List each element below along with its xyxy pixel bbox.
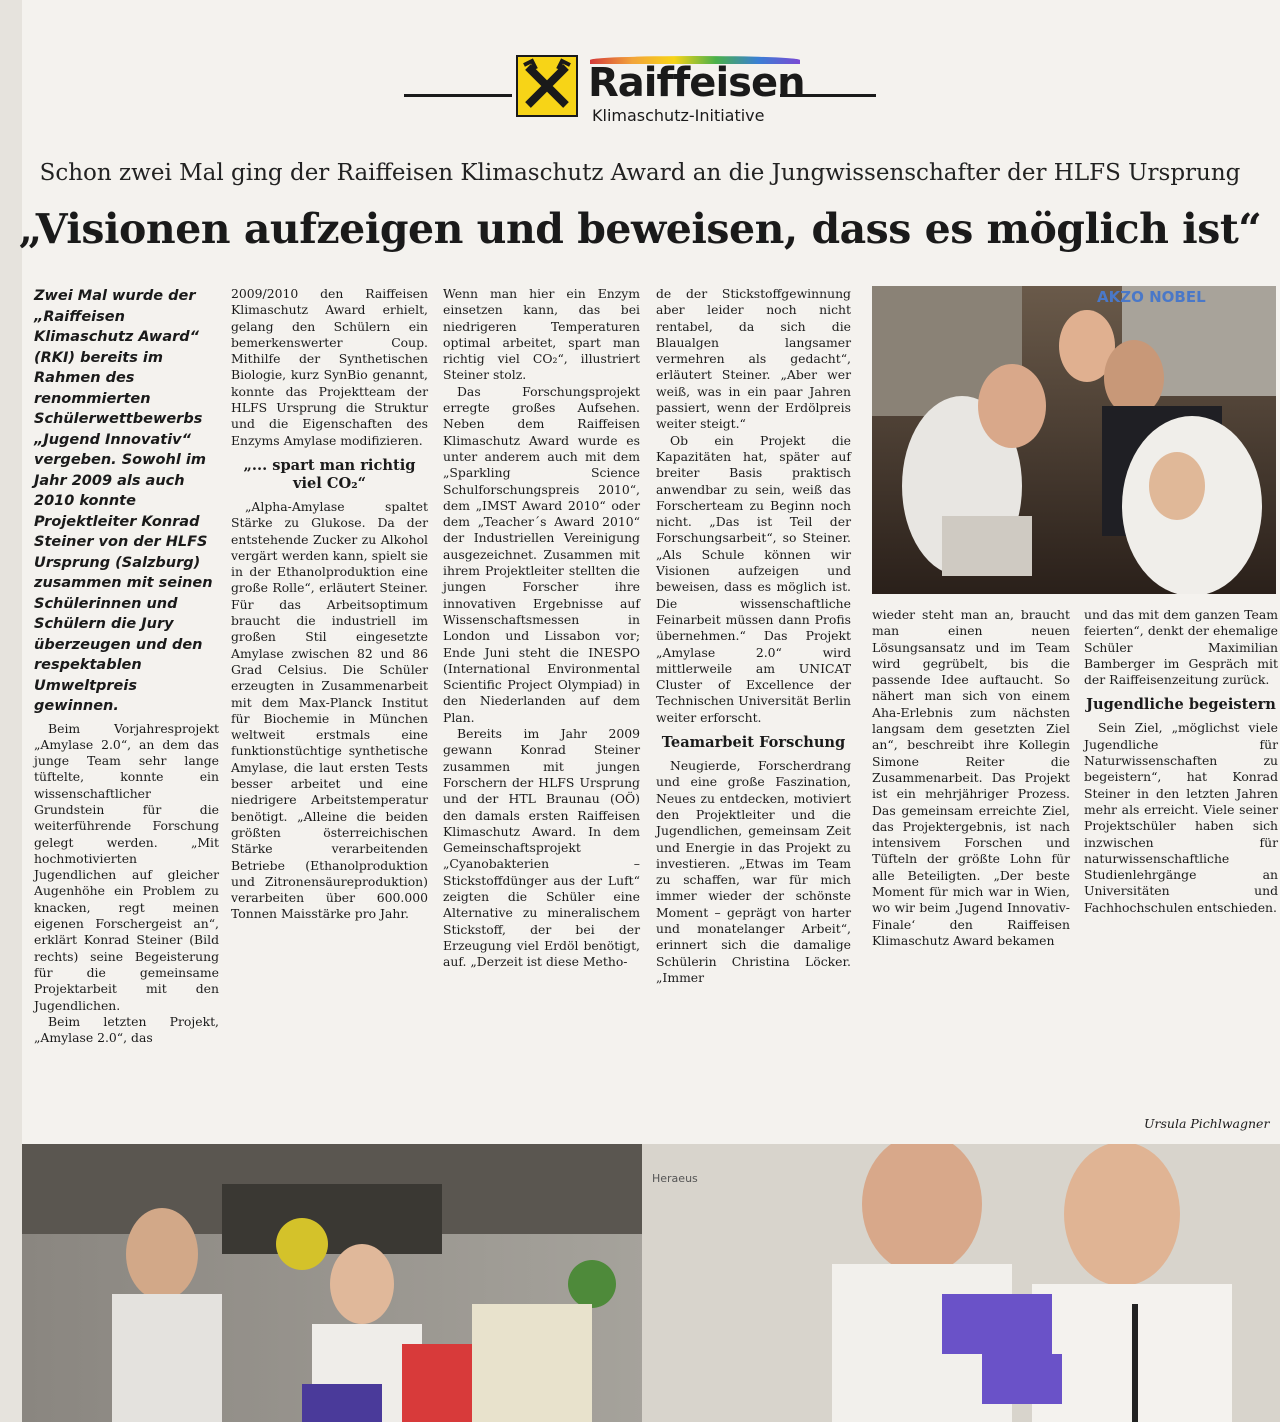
brand-subtitle: Klimaschutz-Initiative [592,106,765,125]
brand-name: Raiffeisen [588,60,805,106]
column-5 [872,607,1070,949]
akzo-nobel-sign: AKZO NOBEL [1097,288,1206,306]
paragraph: Beim Vorjahresprojekt „Amylase 2.0“, an dem das junge Team sehr lange tüftelte, konnte ein wissenschaftlicher Grundstein für die weiterführende Forschung gelegt werden. „Mit hochmotivierten Jugendlichen auf gleicher Augenhöhe ein Problem zu knacken, regt meinen eigenen Forschergeist an“, erklärt Konrad Steiner (Bild rechts) seine Begeisterung für die gemeinsame Projektarbeit mit den Jugendlichen. [34,720,219,1013]
photo-lab-team [872,286,1276,594]
header-rule-left [404,94,512,97]
subheading: „... spart man richtig viel CO₂“ [243,456,416,492]
paragraph: wieder steht man an, braucht man einen neuen Lösungsansatz und im Team wird gegrübelt, bis die passende Idee auftaucht. So nähert man sich von einem Aha-Erlebnis zum nächsten langsam dem gesetzten Ziel an“, beschreibt ihre Kollegin Simone Reiter die Zusammenarbeit. Das Projekt ist ein mehrjähriger Prozess. Das gemeinsam erreichte Ziel, das Projektergebnis, ist nach intensivem Forschen und Tüfteln der größte Lohn für alle Beteiligten. „Der beste Moment für mich war in Wien, wo wir beim ‚Jugend Innovativ-Finale‘ den Raiffeisen Klimaschutz Award bekamen [872,607,1070,948]
column-3 [443,286,640,970]
paragraph: Bereits im Jahr 2009 gewann Konrad Steiner zusammen mit jungen Forschern der HLFS Ursprung und der HTL Braunau (OÖ) den damals ersten Raiffeisen Klimaschutz Award. In dem Gemeinschaftsprojekt „Cyanobakterien – Stickstoffdünger aus der Luft“ zeigten die Schüler eine Alternative zu mineralischem Stickstoff, der bei der Erzeugung viel Erdöl benötigt, auf. „Derzeit ist diese Metho- [443,726,640,970]
paragraph: Neugierde, Forscherdrang und eine große Faszination, Neues zu entdecken, motiviert den Projektleiter und die Jugendlichen, gemeinsam Zeit und Energie in das Projekt zu investieren. „Etwas im Team zu schaffen, war für mich immer wieder der schönste Moment – geprägt von harter und monatelanger Arbeit“, erinnert sich die damalige Schülerin Christina Löcker. „Immer [656,758,851,985]
photo-lab-students [22,1144,1280,1422]
subheading: Jugendliche begeistern [1086,696,1276,714]
lead-paragraph: Zwei Mal wurde der „Raiffeisen Klimaschutz Award“ (RKI) bereits im Rahmen des renommierten Schülerwettbewerbs „Jugend Innovativ“ vergeben. Sowohl im Jahr 2009 als auch 2010 konnte Projektleiter Konrad Steiner von der HLFS Ursprung (Salzburg) zusammen mit seinen Schülerinnen und Schülern die Jury überzeugen und den respektablen Umweltpreis gewinnen. [34,288,213,714]
headline: „Visionen aufzeigen und beweisen, dass es möglich ist“ [18,205,1262,253]
paragraph: 2009/2010 den Raiffeisen Klimaschutz Award erhielt, gelang den Schülern ein bemerkenswerter Coup. Mithilfe der Synthetischen Biologie, kurz SynBio genannt, konnte das Projektteam der HLFS Ursprung die Struktur und die Eigenschaften des Enzyms Amylase modifizieren. [231,286,428,448]
paragraph: Sein Ziel, „möglichst viele Jugendliche für Naturwissenschaften zu begeistern“, hat Konrad Steiner in den letzten Jahren mehr als erreicht. Viele seiner Projektschüler haben sich inzwischen für naturwissenschaftliche Studienlehrgänge an Universitäten und Fachhochschulen entschieden. [1084,720,1278,915]
byline: Ursula Pichlwagner [1144,1116,1270,1131]
paragraph: „Alpha-Amylase spaltet Stärke zu Glukose. Da der entstehende Zucker zu Alkohol vergärt werden kann, spielt sie in der Ethanolproduktion eine große Rolle“, erläutert Steiner. Für das Arbeitsoptimum braucht die industriell im großen Stil eingesetzte Amylase zwischen 82 und 86 Grad Celsius. Die Schüler erzeugten in Zusammenarbeit mit dem Max-Planck Institut für Biochemie in München weltweit erstmals eine funktionstüchtige synthetische Amylase, die laut ersten Tests besser arbeitet und eine niedrigere Arbeitstemperatur benötigt. „Alleine die beiden größten österreichischen Stärke verarbeitenden Betriebe (Ethanolproduktion und Zitronensäureproduktion) verarbeiten über 600.000 Tonnen Maisstärke pro Jahr. [231,498,428,922]
paragraph: Beim letzten Projekt, „Amylase 2.0“, das [34,1013,219,1046]
column-4 [656,286,851,986]
column-1 [34,286,219,1046]
column-2 [231,286,428,923]
paragraph: Das Forschungsprojekt erregte großes Aufsehen. Neben dem Raiffeisen Klimaschutz Award wurde es unter anderem auch mit dem „Sparkling Science Schulforschungspreis 2010“, dem „IMST Award 2010“ oder dem „Teacher´s Award 2010“ der Industriellen Vereinigung ausgezeichnet. Zusammen mit ihrem Projektleiter stellten die jungen Forscher ihre innovativen Ergebnisse auf Wissenschaftsmessen in London und Lissabon vor; Ende Juni steht die INESPO (International Environmental Scientific Project Olympiad) in den Niederlanden auf dem Plan. [443,383,640,725]
column-6 [1084,607,1278,916]
subheading: Teamarbeit Forschung [661,734,846,752]
paragraph: und das mit dem ganzen Team feierten“, denkt der ehemalige Schüler Maximilian Bamberger im Gespräch mit der Raiffeisenzeitung zurück. [1084,607,1278,688]
paragraph: Wenn man hier ein Enzym einsetzen kann, das bei niedrigeren Temperaturen optimal arbeitet, spart man richtig viel CO₂“, illustriert Steiner stolz. [443,286,640,383]
heraeus-label: Heraeus [652,1172,698,1185]
raiffeisen-logo-icon [516,55,578,117]
paragraph: Ob ein Projekt die Kapazitäten hat, später auf breiter Basis praktisch anwendbar zu sein, weiß das Forscherteam zu Beginn noch nicht. „Das ist Teil der Forschungsarbeit“, so Steiner. „Als Schule können wir Visionen aufzeigen und beweisen, dass es möglich ist. Die wissenschaftliche Feinarbeit müssen dann Profis übernehmen.“ Das Projekt „Amylase 2.0“ wird mittlerweile am UNICAT Cluster of Excellence der Technischen Universität Berlin weiter erforscht. [656,432,851,725]
kicker-line: Schon zwei Mal ging der Raiffeisen Klimaschutz Award an die Jungwissenschafter der HLFS Ursprung [39,160,1241,186]
paragraph: de der Stickstoffgewinnung aber leider noch nicht rentabel, da sich die Blaualgen langsamer vermehren als gedacht“, erläutert Steiner. „Aber wer weiß, was in ein paar Jahren passiert, wenn der Erdölpreis weiter steigt.“ [656,286,851,432]
